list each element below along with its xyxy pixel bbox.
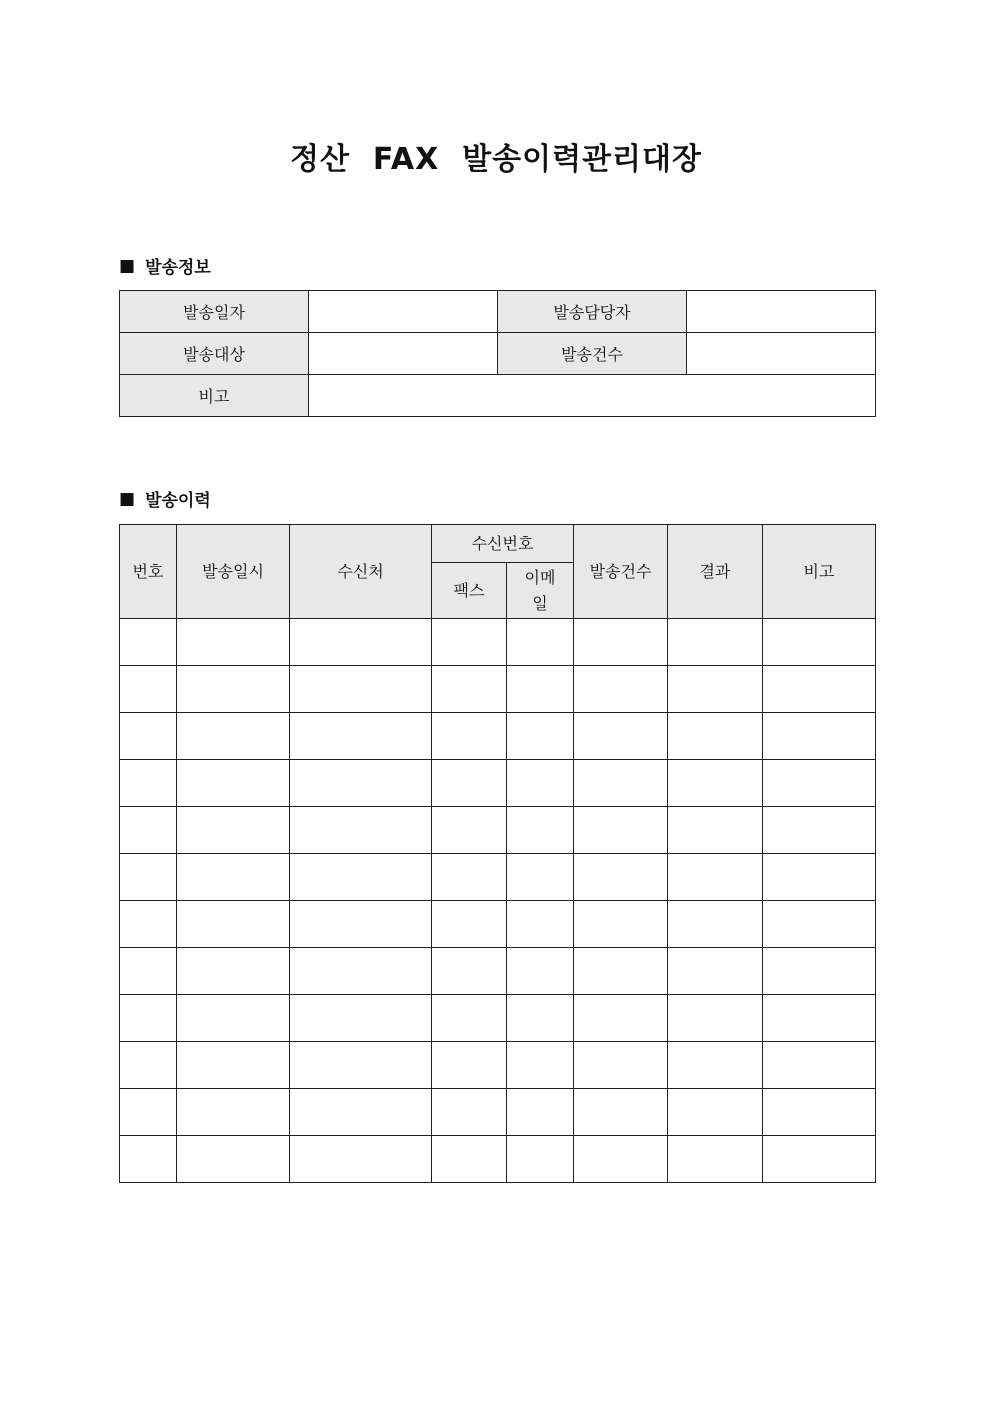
send-info-row: [120, 291, 876, 333]
send-count-cell[interactable]: [574, 948, 668, 995]
remarks-cell[interactable]: [763, 807, 876, 854]
column-header-remarks: 비고: [763, 525, 876, 619]
column-header-no: 번호: [120, 525, 177, 619]
send-count-cell[interactable]: [574, 854, 668, 901]
result-cell[interactable]: [668, 619, 763, 666]
section-heading-label: 발송정보: [145, 258, 211, 278]
send-datetime-cell[interactable]: [177, 713, 290, 760]
email-cell[interactable]: [507, 1042, 574, 1089]
send-count-cell[interactable]: [574, 995, 668, 1042]
recipient-cell[interactable]: [290, 666, 432, 713]
recipient-cell[interactable]: [290, 713, 432, 760]
recipient-cell[interactable]: [290, 1136, 432, 1183]
send-datetime-cell[interactable]: [177, 807, 290, 854]
email-cell[interactable]: [507, 619, 574, 666]
send-target-label: 발송대상: [120, 333, 309, 375]
recipient-cell[interactable]: [290, 854, 432, 901]
remarks-cell[interactable]: [763, 1089, 876, 1136]
fax-cell[interactable]: [432, 713, 507, 760]
send-datetime-cell[interactable]: [177, 1042, 290, 1089]
fax-cell[interactable]: [432, 948, 507, 995]
recipient-cell[interactable]: [290, 1089, 432, 1136]
table-row: [120, 854, 876, 901]
fax-cell[interactable]: [432, 807, 507, 854]
table-row: [120, 666, 876, 713]
no-cell[interactable]: [120, 807, 177, 854]
no-cell[interactable]: [120, 619, 177, 666]
result-cell[interactable]: [668, 713, 763, 760]
table-header-row: [120, 525, 876, 563]
email-cell[interactable]: [507, 666, 574, 713]
send-datetime-cell[interactable]: [177, 854, 290, 901]
send-datetime-cell[interactable]: [177, 666, 290, 713]
send-info-row: [120, 333, 876, 375]
remarks-field[interactable]: [309, 375, 876, 417]
send-target-field[interactable]: [309, 333, 498, 375]
square-bullet-icon: ■: [119, 488, 136, 509]
send-count-cell[interactable]: [574, 619, 668, 666]
sender-label: 발송담당자: [498, 291, 687, 333]
recipient-cell[interactable]: [290, 995, 432, 1042]
email-cell[interactable]: [507, 1089, 574, 1136]
column-header-send-datetime: 발송일시: [177, 525, 290, 619]
column-header-result: 결과: [668, 525, 763, 619]
send-count-cell[interactable]: [574, 1089, 668, 1136]
send-count-field[interactable]: [687, 333, 876, 375]
email-cell[interactable]: [507, 1136, 574, 1183]
column-header-email: 이메일: [507, 563, 574, 619]
send-history-table: [119, 524, 876, 1183]
recipient-cell[interactable]: [290, 1042, 432, 1089]
remarks-cell[interactable]: [763, 666, 876, 713]
table-row: [120, 1089, 876, 1136]
recipient-cell[interactable]: [290, 807, 432, 854]
table-row: [120, 807, 876, 854]
result-cell[interactable]: [668, 1042, 763, 1089]
no-cell[interactable]: [120, 760, 177, 807]
remarks-label: 비고: [120, 375, 309, 417]
section-heading-label: 발송이력: [145, 491, 211, 511]
result-cell[interactable]: [668, 854, 763, 901]
result-cell[interactable]: [668, 666, 763, 713]
send-count-cell[interactable]: [574, 1042, 668, 1089]
fax-cell[interactable]: [432, 1089, 507, 1136]
remarks-cell[interactable]: [763, 1136, 876, 1183]
page-title: 정산 FAX 발송이력관리대장: [290, 142, 702, 177]
email-cell[interactable]: [507, 854, 574, 901]
table-row: [120, 760, 876, 807]
send-info-table: [119, 290, 876, 417]
send-count-cell[interactable]: [574, 1136, 668, 1183]
recipient-cell[interactable]: [290, 619, 432, 666]
send-count-cell[interactable]: [574, 666, 668, 713]
send-datetime-cell[interactable]: [177, 760, 290, 807]
remarks-cell[interactable]: [763, 995, 876, 1042]
no-cell[interactable]: [120, 1136, 177, 1183]
column-header-fax: 팩스: [432, 563, 507, 619]
remarks-cell[interactable]: [763, 760, 876, 807]
no-cell[interactable]: [120, 1089, 177, 1136]
remarks-cell[interactable]: [763, 901, 876, 948]
send-datetime-cell[interactable]: [177, 948, 290, 995]
column-header-recipient-number: 수신번호: [432, 525, 574, 563]
table-row: [120, 948, 876, 995]
no-cell[interactable]: [120, 1042, 177, 1089]
column-header-recipient: 수신처: [290, 525, 432, 619]
sender-field[interactable]: [687, 291, 876, 333]
email-cell[interactable]: [507, 901, 574, 948]
table-row: [120, 713, 876, 760]
section-heading-history: [119, 486, 211, 511]
email-cell[interactable]: [507, 948, 574, 995]
email-cell[interactable]: [507, 760, 574, 807]
send-date-field[interactable]: [309, 291, 498, 333]
result-cell[interactable]: [668, 995, 763, 1042]
result-cell[interactable]: [668, 807, 763, 854]
fax-cell[interactable]: [432, 1136, 507, 1183]
no-cell[interactable]: [120, 666, 177, 713]
table-row: [120, 995, 876, 1042]
remarks-cell[interactable]: [763, 1042, 876, 1089]
remarks-cell[interactable]: [763, 854, 876, 901]
fax-cell[interactable]: [432, 666, 507, 713]
table-row: [120, 1042, 876, 1089]
no-cell[interactable]: [120, 854, 177, 901]
fax-cell[interactable]: [432, 760, 507, 807]
recipient-cell[interactable]: [290, 948, 432, 995]
no-cell[interactable]: [120, 948, 177, 995]
email-cell[interactable]: [507, 713, 574, 760]
result-cell[interactable]: [668, 1136, 763, 1183]
no-cell[interactable]: [120, 713, 177, 760]
section-heading-send-info: [119, 253, 211, 278]
send-datetime-cell[interactable]: [177, 1136, 290, 1183]
email-cell[interactable]: [507, 995, 574, 1042]
send-count-cell[interactable]: [574, 901, 668, 948]
table-row: [120, 1136, 876, 1183]
send-info-row: [120, 375, 876, 417]
send-datetime-cell[interactable]: [177, 901, 290, 948]
send-date-label: 발송일자: [120, 291, 309, 333]
email-cell[interactable]: [507, 807, 574, 854]
remarks-cell[interactable]: [763, 713, 876, 760]
send-history-body: [120, 619, 876, 1183]
remarks-cell[interactable]: [763, 619, 876, 666]
no-cell[interactable]: [120, 995, 177, 1042]
remarks-cell[interactable]: [763, 948, 876, 995]
result-cell[interactable]: [668, 901, 763, 948]
send-count-cell[interactable]: [574, 760, 668, 807]
table-row: [120, 901, 876, 948]
send-datetime-cell[interactable]: [177, 995, 290, 1042]
table-row: [120, 619, 876, 666]
fax-cell[interactable]: [432, 901, 507, 948]
send-count-cell[interactable]: [574, 713, 668, 760]
no-cell[interactable]: [120, 901, 177, 948]
result-cell[interactable]: [668, 760, 763, 807]
send-count-cell[interactable]: [574, 807, 668, 854]
send-datetime-cell[interactable]: [177, 619, 290, 666]
fax-cell[interactable]: [432, 854, 507, 901]
fax-cell[interactable]: [432, 619, 507, 666]
result-cell[interactable]: [668, 1089, 763, 1136]
fax-cell[interactable]: [432, 1042, 507, 1089]
send-datetime-cell[interactable]: [177, 1089, 290, 1136]
recipient-cell[interactable]: [290, 901, 432, 948]
fax-cell[interactable]: [432, 995, 507, 1042]
send-count-label: 발송건수: [498, 333, 687, 375]
recipient-cell[interactable]: [290, 760, 432, 807]
column-header-send-count: 발송건수: [574, 525, 668, 619]
square-bullet-icon: ■: [119, 255, 136, 276]
result-cell[interactable]: [668, 948, 763, 995]
